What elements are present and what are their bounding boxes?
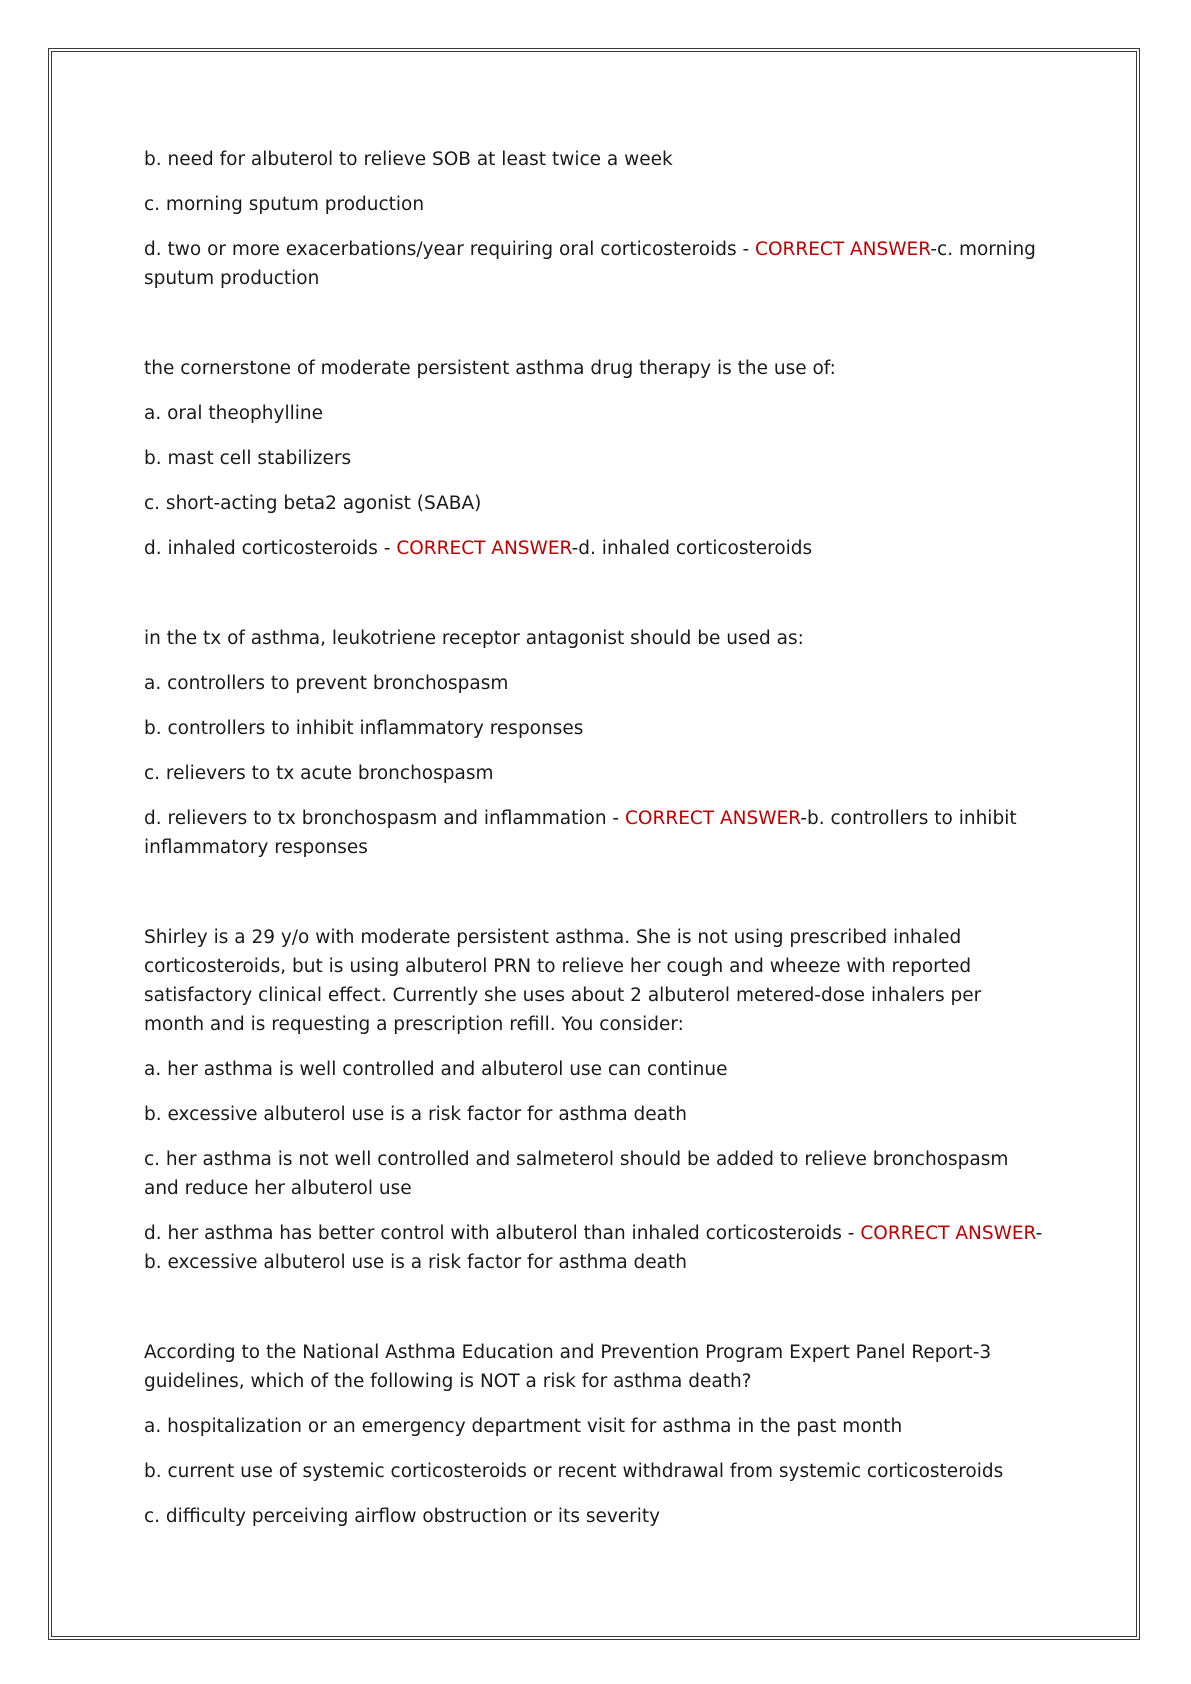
question-block — [144, 1338, 1044, 1531]
correct-answer-text: -c. morning sputum production — [144, 239, 1036, 289]
correct-answer-text: -b. excessive albuterol use is a risk factor for asthma death — [144, 1223, 1043, 1273]
question-block — [144, 145, 1044, 293]
question-stem: the cornerstone of moderate persistent asthma drug therapy is the use of: — [144, 358, 836, 379]
answer-option: b. need for albuterol to relieve SOB at least twice a week — [144, 149, 673, 170]
option-text: d. relievers to tx bronchospasm and inflammation - — [144, 808, 625, 829]
answer-option — [144, 235, 1044, 293]
document-body — [144, 145, 1044, 1531]
answer-option: c. difficulty perceiving airflow obstruction or its severity — [144, 1506, 661, 1527]
answer-option: c. relievers to tx acute bronchospasm — [144, 763, 494, 784]
answer-option — [144, 534, 1044, 563]
option-text: d. her asthma has better control with albuterol than inhaled corticosteroids - — [144, 1223, 861, 1244]
answer-option: a. controllers to prevent bronchospasm — [144, 673, 509, 694]
answer-option: b. current use of systemic corticosteroids or recent withdrawal from systemic corticosteroids — [144, 1461, 1004, 1482]
answer-option: c. her asthma is not well controlled and salmeterol should be added to relieve bronchospasm and reduce her albuterol use — [144, 1149, 1009, 1199]
question-block — [144, 354, 1044, 563]
question-stem: Shirley is a 29 y/o with moderate persistent asthma. She is not using prescribed inhaled corticosteroids, but is using albuterol PRN to relieve her cough and wheeze with reported satisfactory clinical effect. Currently she uses about 2 albuterol metered-dose inhalers per month and is requesting a prescription refill. You consider: — [144, 927, 982, 1035]
option-text: d. inhaled corticosteroids - — [144, 538, 397, 559]
correct-answer-marker: CORRECT ANSWER — [860, 1223, 1036, 1244]
answer-option: b. controllers to inhibit inflammatory responses — [144, 718, 584, 739]
answer-option: c. morning sputum production — [144, 194, 425, 215]
correct-answer-text: -b. controllers to inhibit inflammatory responses — [144, 808, 1017, 858]
option-text: d. two or more exacerbations/year requiring oral corticosteroids - — [144, 239, 756, 260]
answer-option — [144, 804, 1044, 862]
question-block — [144, 624, 1044, 862]
answer-option — [144, 1219, 1044, 1277]
answer-option: a. hospitalization or an emergency department visit for asthma in the past month — [144, 1416, 903, 1437]
correct-answer-marker: CORRECT ANSWER — [625, 808, 801, 829]
answer-option: b. excessive albuterol use is a risk factor for asthma death — [144, 1104, 687, 1125]
answer-option: a. oral theophylline — [144, 403, 324, 424]
answer-option: b. mast cell stabilizers — [144, 448, 352, 469]
answer-option: a. her asthma is well controlled and albuterol use can continue — [144, 1059, 728, 1080]
correct-answer-text: -d. inhaled corticosteroids — [571, 538, 813, 559]
answer-option: c. short-acting beta2 agonist (SABA) — [144, 493, 482, 514]
question-block — [144, 923, 1044, 1277]
question-stem: in the tx of asthma, leukotriene receptor antagonist should be used as: — [144, 628, 804, 649]
question-stem: According to the National Asthma Education and Prevention Program Expert Panel Report-3 guidelines, which of the following is NOT a risk for asthma death? — [144, 1342, 992, 1392]
correct-answer-marker: CORRECT ANSWER — [755, 239, 931, 260]
correct-answer-marker: CORRECT ANSWER — [396, 538, 572, 559]
